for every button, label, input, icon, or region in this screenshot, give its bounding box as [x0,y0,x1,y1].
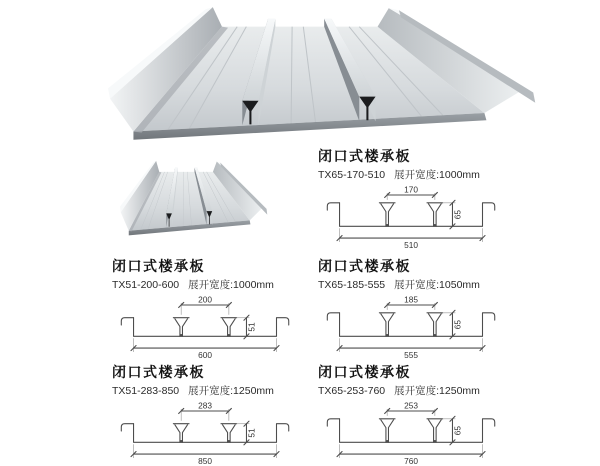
svg-text:760: 760 [404,455,418,466]
svg-text:510: 510 [404,239,418,250]
model-code: TX65-253-760 [318,385,386,398]
profile-diagram [318,295,506,360]
model-code: TX51-283-850 [112,385,180,398]
section-subtitle [318,167,518,182]
unfolded-width: 展开宽度:1250mm [394,385,480,398]
svg-text:200: 200 [198,294,212,305]
svg-text:185: 185 [404,294,418,305]
spec-section-tx65-185-555 [318,258,518,360]
deck-3d-small [120,158,262,240]
unfolded-width: 展开宽度:1000mm [394,169,480,182]
model-code: TX51-200-600 [112,279,180,292]
section-title: 闭口式楼承板 [112,364,205,380]
profile-diagram [112,295,300,360]
section-subtitle [318,277,518,292]
spec-section-tx51-200-600 [112,258,312,360]
spec-section-tx51-283-850 [112,364,312,466]
unfolded-width: 展开宽度:1050mm [394,279,480,292]
model-code: TX65-185-555 [318,279,386,292]
section-subtitle [112,277,312,292]
unfolded-width: 展开宽度:1250mm [188,385,274,398]
svg-text:65: 65 [452,320,463,330]
svg-text:283: 283 [198,400,212,411]
section-title: 闭口式楼承板 [318,364,411,380]
profile-diagram [112,401,300,466]
deck-3d-large [108,2,520,148]
svg-text:253: 253 [404,400,418,411]
section-subtitle [112,383,312,398]
section-title: 闭口式楼承板 [318,148,411,164]
profile-diagram [318,401,506,466]
svg-text:850: 850 [198,455,212,466]
svg-text:51: 51 [246,322,257,332]
spec-section-tx65-253-760 [318,364,518,466]
svg-text:65: 65 [452,426,463,436]
profile-diagram [318,185,506,250]
section-title: 闭口式楼承板 [112,258,205,274]
svg-text:170: 170 [404,184,418,195]
model-code: TX65-170-510 [318,169,386,182]
svg-text:51: 51 [246,428,257,438]
svg-text:65: 65 [452,210,463,220]
svg-text:600: 600 [198,349,212,360]
unfolded-width: 展开宽度:1000mm [188,279,274,292]
spec-section-tx65-170-510 [318,148,518,250]
section-title: 闭口式楼承板 [318,258,411,274]
section-subtitle [318,383,518,398]
svg-text:555: 555 [404,349,418,360]
